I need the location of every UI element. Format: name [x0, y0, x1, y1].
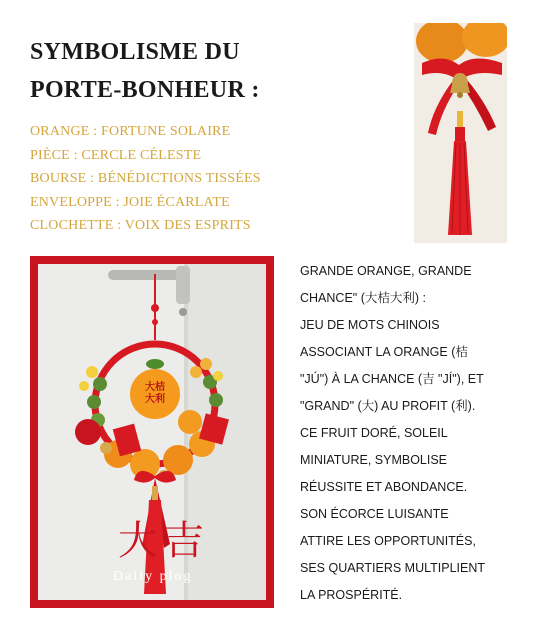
description-line: RÉUSSITE ET ABONDANCE.	[300, 480, 468, 494]
fruit-label-line-1: 大桔	[145, 382, 165, 393]
symbol-item-envelope: ENVELOPPE : JOIE ÉCARLATE	[30, 194, 230, 210]
symbol-item-coin: PIÈCE : CERCLE CÉLESTE	[30, 147, 202, 163]
description-line: ATTIRE LES OPPORTUNITÉS,	[300, 534, 476, 548]
description-line: CHANCE" (大桔大利) :	[300, 291, 426, 305]
title-line-1: SYMBOLISME DU	[30, 39, 240, 65]
page-title	[30, 33, 360, 109]
symbol-item-purse: BOURSE : BÉNÉDICTIONS TISSÉES	[30, 171, 261, 186]
description-line: "GRAND" (大) AU PROFIT (利).	[300, 399, 476, 413]
description-line: GRANDE ORANGE, GRANDE	[300, 264, 472, 278]
fruit-label	[140, 382, 170, 406]
watermark-daily-plog: Daily plog	[113, 569, 193, 584]
wreath-photo	[38, 264, 266, 600]
description-text	[300, 258, 525, 609]
symbol-item-bell: CLOCHETTE : VOIX DES ESPRITS	[30, 218, 251, 233]
description-line: LA PROSPÉRITÉ.	[300, 588, 403, 602]
description-line: SON ÉCORCE LUISANTE	[300, 507, 449, 521]
description-line: CE FRUIT DORÉ, SOLEIL	[300, 426, 448, 440]
tassel-closeup-photo	[414, 23, 507, 243]
description-line: JEU DE MOTS CHINOIS	[300, 318, 440, 332]
symbol-list	[30, 120, 261, 238]
title-line-2: PORTE-BONHEUR :	[30, 77, 260, 103]
description-line: ASSOCIANT LA ORANGE (桔	[300, 345, 468, 359]
symbol-item-orange: ORANGE : FORTUNE SOLAIRE	[30, 124, 231, 139]
tassel-closeup-illustration	[414, 23, 507, 243]
fruit-label-line-2: 大利	[145, 394, 165, 405]
description-line: SES QUARTIERS MULTIPLIENT	[300, 561, 485, 575]
wreath-photo-frame	[30, 256, 274, 608]
description-line: MINIATURE, SYMBOLISE	[300, 453, 448, 467]
watermark-chinese: 大吉	[118, 518, 210, 564]
description-line: "JÚ") À LA CHANCE (吉 "JÍ"), ET	[300, 372, 484, 386]
